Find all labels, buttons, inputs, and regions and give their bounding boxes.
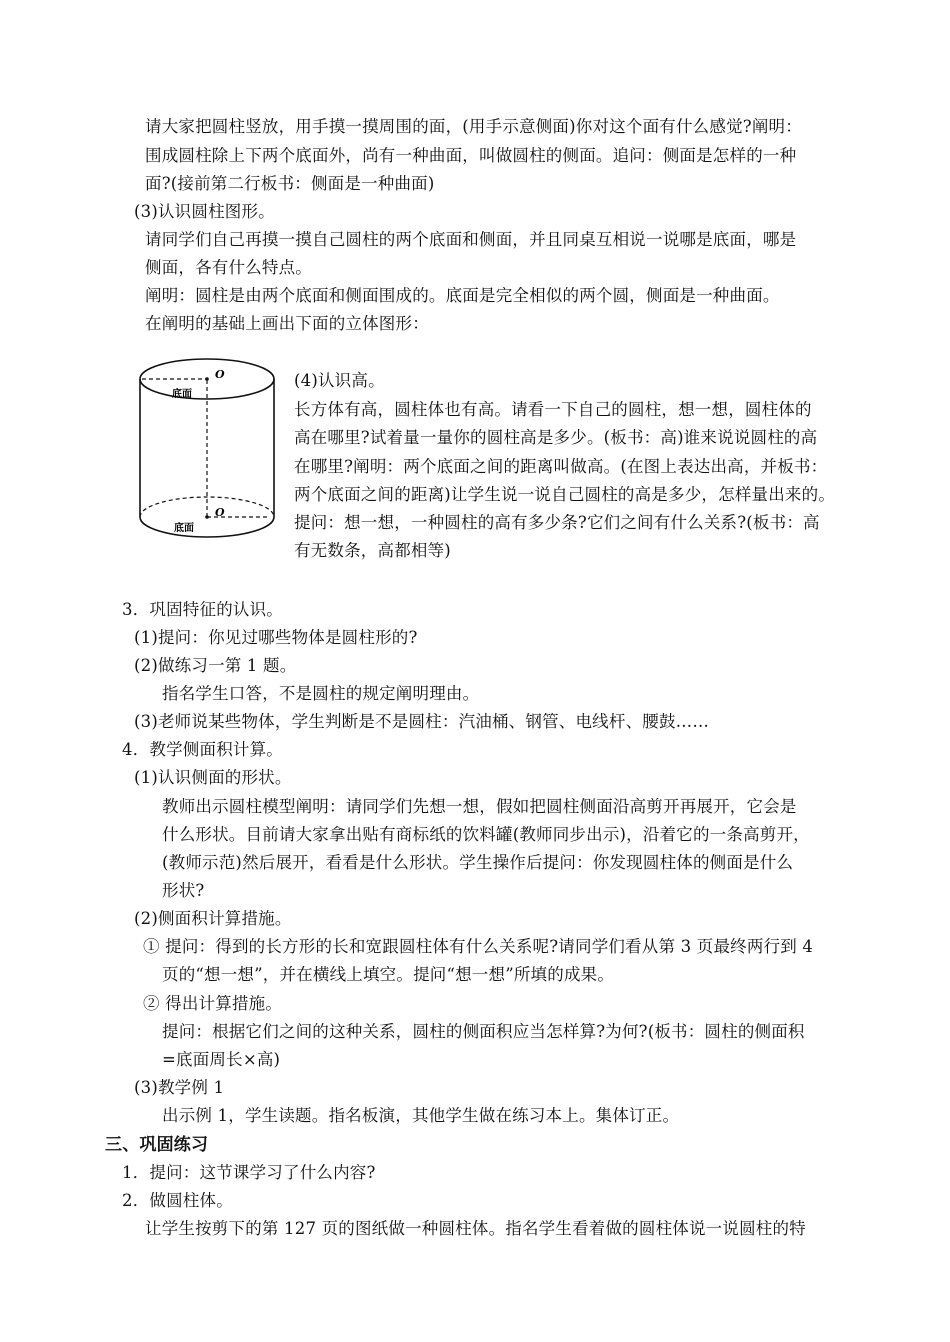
top-center-point <box>205 377 209 381</box>
paragraph-line: 什么形状。目前请大家拿出贴有商标纸的饮料罐(教师同步出示)，沿着它的一条高剪开， <box>162 825 810 844</box>
list-item: (1)认识侧面的形状。 <box>134 768 292 787</box>
paragraph-line: 请同学们自己再摸一摸自己圆柱的两个底面和侧面，并且同桌互相说一说哪是底面，哪是 <box>145 230 797 249</box>
top-center-label: O <box>215 368 225 381</box>
list-item: ① 提问：得到的长方形的长和宽跟圆柱体有什么关系呢?请同学们看从第 3 页最终两行到 4 <box>143 937 814 956</box>
paragraph-line: =底面周长×高) <box>162 1050 281 1069</box>
paragraph-line: 有无数条，高都相等) <box>294 541 451 560</box>
paragraph-line: 长方体有高，圆柱体也有高。请看一下自己的圆柱，想一想，圆柱体的 <box>294 400 812 419</box>
section-heading: 4．教学侧面积计算。 <box>122 740 283 759</box>
paragraph-line: 教师出示圆柱模型阐明：请同学们先想一想，假如把圆柱侧面沿高剪开再展开，它会是 <box>162 797 797 816</box>
subsection-heading: (3)认识圆柱图形。 <box>134 202 275 221</box>
list-item: (2)做练习一第 1 题。 <box>134 656 297 675</box>
bottom-base-label: 底面 <box>174 523 194 534</box>
list-item: 2．做圆柱体。 <box>122 1191 233 1210</box>
paragraph-line: 高在哪里?试着量一量你的圆柱高是多少。(板书：高)谁来说说圆柱的高 <box>294 428 818 447</box>
list-item: (1)提问：你见过哪些物体是圆柱形的? <box>134 628 418 647</box>
paragraph-line: 请大家把圆柱竖放，用手摸一摸周围的面，(用手示意侧面)你对这个面有什么感觉?阐明： <box>145 117 802 136</box>
subsection-heading: (4)认识高。 <box>294 371 385 390</box>
paragraph-line: (教师示范)然后展开，看看是什么形状。学生操作后提问：你发现圆柱体的侧面是什么 <box>162 853 794 872</box>
section-heading: 3．巩固特征的认识。 <box>122 600 283 619</box>
paragraph-line: 两个底面之间的距离)让学生说一说自己圆柱的高是多少，怎样量出来的。 <box>294 485 836 504</box>
list-item: 1．提问：这节课学习了什么内容? <box>122 1163 376 1182</box>
bottom-center-point <box>205 515 209 519</box>
paragraph-line: 指名学生口答，不是圆柱的规定阐明理由。 <box>162 684 480 703</box>
bottom-base-front-arc <box>140 517 274 537</box>
list-item: (2)侧面积计算措施。 <box>134 909 292 928</box>
paragraph-line: 面?(接前第二行板书：侧面是一种曲面) <box>145 174 435 193</box>
paragraph-line: 围成圆柱除上下两个底面外，尚有一种曲面，叫做圆柱的侧面。追问：侧面是怎样的一种 <box>145 146 797 165</box>
paragraph-line: 让学生按剪下的第 127 页的图纸做一种圆柱体。指名学生看着做的圆柱体说一说圆柱的特 <box>145 1219 806 1238</box>
part-heading: 三、巩固练习 <box>105 1135 209 1155</box>
list-item: (3)老师说某些物体，学生判断是不是圆柱：汽油桶、钢管、电线杆、腰鼓…… <box>134 712 710 731</box>
cylinder-figure <box>130 350 290 560</box>
paragraph-line: 提问：根据它们之间的这种关系，圆柱的侧面积应当怎样算?为何?(板书：圆柱的侧面积 <box>162 1022 805 1041</box>
paragraph-line: 侧面，各有什么特点。 <box>145 258 312 277</box>
paragraph-line: 在阐明的基础上画出下面的立体图形： <box>145 314 429 333</box>
paragraph-line: 阐明：圆柱是由两个底面和侧面围成的。底面是完全相似的两个圆，侧面是一种曲面。 <box>145 286 780 305</box>
list-item: (3)教学例 1 <box>134 1078 225 1097</box>
paragraph-line: 页的“想一想”，并在横线上填空。提问“想一想”所填的成果。 <box>162 965 615 984</box>
top-base-label: 底面 <box>172 389 192 400</box>
paragraph-line: 出示例 1，学生读题。指名板演，其他学生做在练习本上。集体订正。 <box>162 1106 680 1125</box>
paragraph-line: 提问：想一想，一种圆柱的高有多少条?它们之间有什么关系?(板书：高 <box>294 513 820 532</box>
paragraph-line: 形状? <box>162 881 205 900</box>
list-item: ② 得出计算措施。 <box>143 994 283 1013</box>
bottom-center-label: O <box>215 506 225 519</box>
paragraph-line: 在哪里?阐明：两个底面之间的距离叫做高。(在图上表达出高，并板书： <box>294 457 828 476</box>
